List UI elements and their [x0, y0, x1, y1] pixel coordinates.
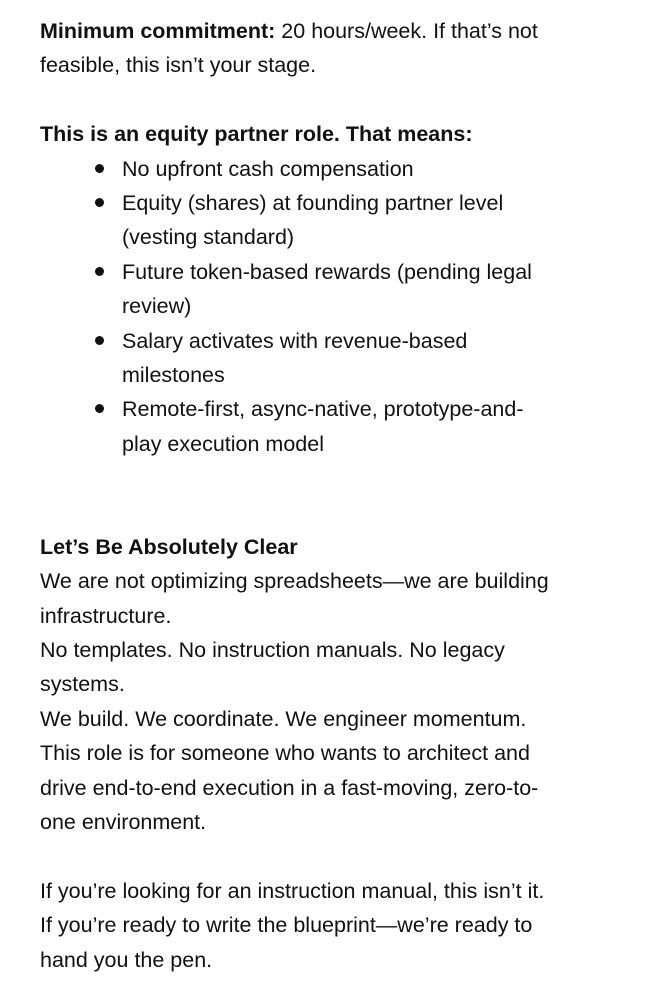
bullet-text: No upfront cash compensation: [122, 156, 414, 181]
bullet-text: Future token-based rewards (pending legal: [122, 259, 532, 284]
bullet-text: Equity (shares) at founding partner level: [122, 190, 504, 215]
bullet-item: [40, 392, 640, 461]
commitment-text: feasible, this isn’t your stage.: [40, 53, 317, 78]
paragraph-line: We are not optimizing spreadsheets—we are building: [40, 569, 549, 594]
paragraph-line: hand you the pen.: [40, 947, 213, 972]
bullet-item: [40, 324, 640, 393]
bullet-text: milestones: [122, 362, 225, 387]
closing-paragraph: [40, 874, 640, 977]
commitment-paragraph: [40, 14, 640, 83]
bullet-text: (vesting standard): [122, 225, 295, 250]
document-body: [40, 14, 640, 977]
commitment-label: Minimum commitment:: [40, 19, 276, 43]
paragraph-line: infrastructure.: [40, 603, 172, 628]
bullet-item: [40, 152, 640, 186]
paragraph-line: This role is for someone who wants to architect and: [40, 741, 530, 766]
bullet-text: Remote-first, async-native, prototype-and-: [122, 397, 524, 422]
bullet-text: Salary activates with revenue-based: [122, 328, 468, 353]
paragraph-line: No templates. No instruction manuals. No legacy: [40, 638, 505, 663]
paragraph-line: We build. We coordinate. We engineer momentum.: [40, 706, 527, 731]
paragraph-line: If you’re looking for an instruction manual, this isn’t it.: [40, 878, 545, 903]
paragraph-line: one environment.: [40, 809, 207, 834]
bullet-item: [40, 186, 640, 255]
clear-heading: Let’s Be Absolutely Clear: [40, 534, 298, 559]
paragraph-line: If you’re ready to write the blueprint—we’re ready to: [40, 913, 533, 938]
equity-bullet-list: [40, 152, 640, 462]
commitment-text: 20 hours/week. If that’s not: [275, 19, 538, 43]
bullet-text: play execution model: [122, 431, 324, 456]
paragraph-line: drive end-to-end execution in a fast-moving, zero-to-: [40, 775, 539, 800]
bullet-item: [40, 255, 640, 324]
paragraph-line: systems.: [40, 672, 125, 697]
bullet-text: review): [122, 294, 192, 319]
clear-paragraph: [40, 564, 640, 839]
equity-heading: This is an equity partner role. That means:: [40, 122, 473, 147]
